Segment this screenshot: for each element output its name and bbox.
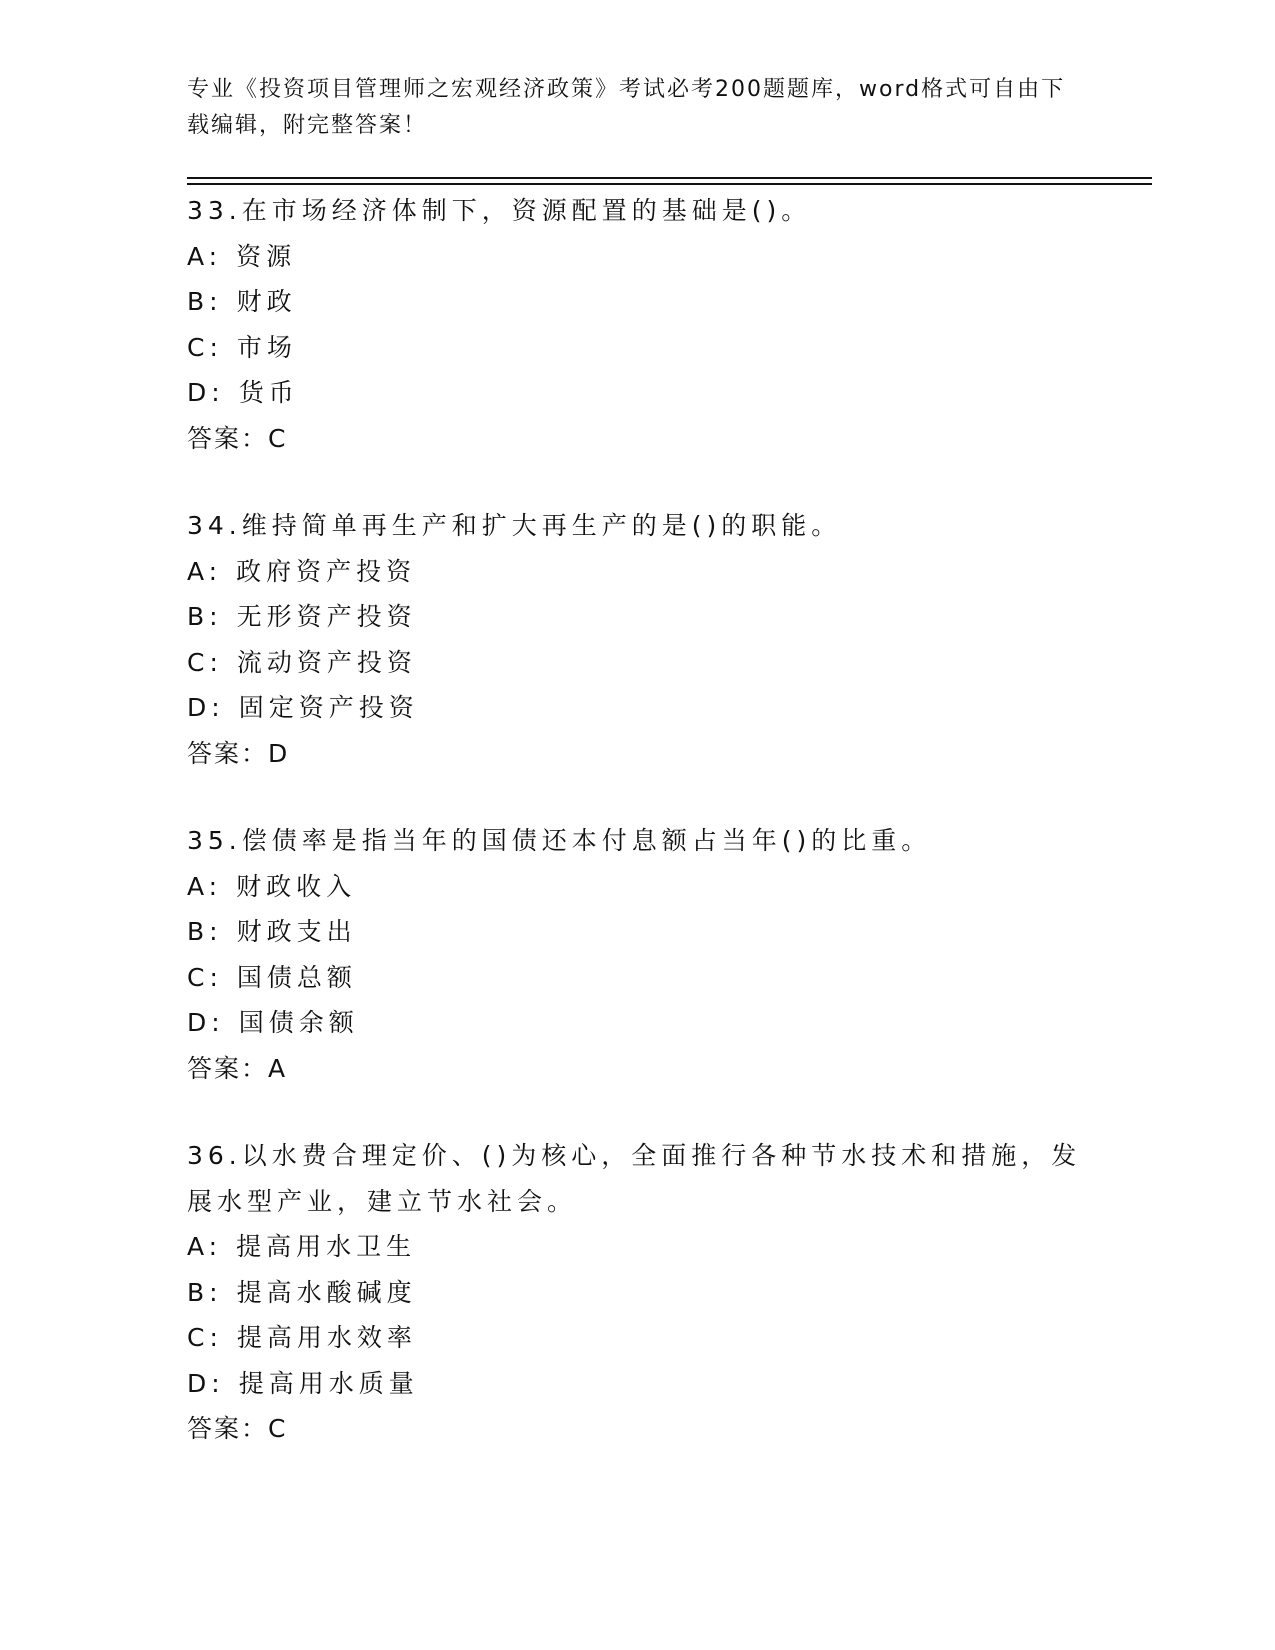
question-stem: 偿债率是指当年的国债还本付息额占当年()的比重。	[241, 826, 932, 855]
question-number: 33.	[187, 196, 242, 225]
answer-label: 答案：	[187, 423, 269, 453]
question-item	[187, 503, 1107, 776]
option-c: C: 市场	[187, 332, 297, 362]
answer-value: A	[268, 1053, 288, 1083]
answer-value: C	[268, 423, 288, 453]
option-d: D: 固定资产投资	[187, 693, 419, 722]
question-number: 36.	[187, 1141, 242, 1170]
question-stem: 在市场经济体制下，资源配置的基础是()。	[241, 196, 812, 225]
question-item	[187, 818, 1107, 1091]
question-item	[187, 188, 1107, 461]
option-d: D: 国债余额	[187, 1008, 359, 1037]
question-number: 34.	[187, 511, 242, 540]
option-a: A: 财政收入	[187, 871, 357, 901]
answer-value: C	[268, 1414, 288, 1443]
answer-value: D	[268, 738, 290, 768]
question-text	[187, 188, 1107, 234]
answer-label: 答案：	[187, 1053, 269, 1083]
answer-label: 答案：	[187, 1414, 269, 1443]
option-c: C: 国债总额	[187, 962, 357, 992]
option-a: A: 资源	[187, 241, 297, 271]
option-b: B: 提高水酸碱度	[187, 1277, 417, 1307]
question-stem: 以水费合理定价、()为核心，全面推行各种节水技术和措施，发展水型产业，建立节水社会。	[187, 1141, 1082, 1216]
question-text	[187, 503, 1107, 549]
option-b: B: 财政	[187, 287, 297, 316]
question-list	[187, 188, 1107, 1494]
option-c: C: 流动资产投资	[187, 647, 417, 677]
answer-line	[187, 1406, 1107, 1452]
option-b: B: 无形资产投资	[187, 602, 417, 631]
question-text	[187, 818, 1107, 864]
question-text	[187, 1133, 1107, 1224]
question-number: 35.	[187, 826, 242, 855]
option-d: D: 货币	[187, 378, 299, 407]
option-d: D: 提高用水质量	[187, 1368, 419, 1398]
answer-line	[187, 731, 1107, 777]
answer-line	[187, 1046, 1107, 1092]
option-a: A: 提高用水卫生	[187, 1232, 417, 1261]
question-item	[187, 1133, 1107, 1452]
option-a: A: 政府资产投资	[187, 556, 417, 586]
answer-label: 答案：	[187, 738, 269, 768]
answer-line	[187, 416, 1107, 462]
option-c: C: 提高用水效率	[187, 1323, 417, 1352]
question-stem: 维持简单再生产和扩大再生产的是()的职能。	[241, 511, 842, 540]
document-header: 专业《投资项目管理师之宏观经济政策》考试必考200题题库，word格式可自由下载编辑，附完整答案！	[187, 77, 1066, 138]
option-b: B: 财政支出	[187, 917, 357, 946]
header-rule-bottom	[187, 183, 1152, 185]
header-rule-top	[187, 177, 1152, 179]
